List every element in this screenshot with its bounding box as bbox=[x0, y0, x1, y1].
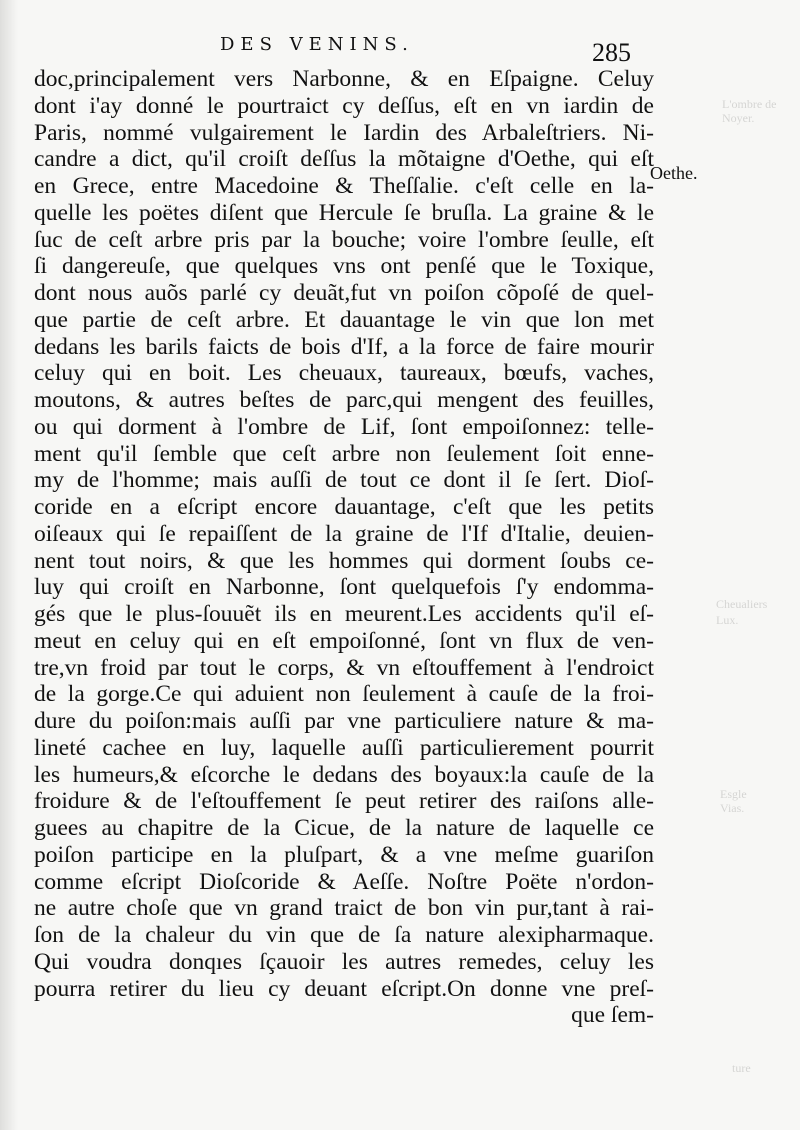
text-line: tre,vn froid par tout le corps, & vn eſtouffement à l'endroict bbox=[34, 654, 654, 681]
text-line: oiſeaux qui ſe repaiſſent de la graine de l'If d'Italie, deuien- bbox=[34, 520, 654, 547]
margin-note-oethe: Oethe. bbox=[650, 163, 698, 183]
text-line: en Grece, entre Macedoine & Theſſalie. c'eſt celle en la- bbox=[34, 173, 654, 199]
text-line: meut en celuy qui en eſt empoiſonné, ſont vn flux de ven- bbox=[34, 627, 654, 654]
show-through-text: L'ombre de bbox=[722, 97, 777, 111]
text-line: nent tout noirs, & que les hommes qui dorment ſoubs ce- bbox=[34, 547, 654, 574]
show-through-text: Lux. bbox=[716, 613, 739, 627]
text-line: dedans les barils faicts de bois d'If, a la force de faire mourir bbox=[34, 333, 654, 360]
text-line: my de l'homme; mais auſſi de tout ce dont il ſe ſert. Dioſ- bbox=[34, 467, 654, 494]
text-line: ſon de la chaleur du vin que de ſa nature alexipharmaque. bbox=[34, 922, 654, 948]
text-line: luy qui croiſt en Narbonne, ſont quelquefois ſ'y endomma- bbox=[34, 574, 654, 601]
text-line: doc,principalement vers Narbonne, & en Eſpaigne. Celuy bbox=[34, 66, 654, 92]
show-through-text: ture bbox=[732, 1061, 751, 1075]
text-line: pourra retirer du lieu cy deuant eſcript.On donne vne preſ- bbox=[34, 975, 654, 1002]
text-line: que partie de ceſt arbre. Et dauantage le vin que lon met bbox=[34, 306, 654, 333]
show-through-text: Vias. bbox=[720, 801, 745, 815]
text-line: quelle les poëtes diſent que Hercule ſe bruſla. La graine & le bbox=[34, 199, 654, 226]
running-title: DES VENINS. bbox=[220, 34, 414, 55]
text-line: dure du poiſon:mais auſſi par vne particuliere nature & ma- bbox=[34, 708, 654, 734]
text-line: coride en a eſcript encore dauantage, c'eſt que les petits bbox=[34, 494, 654, 520]
page-number: 285 bbox=[592, 38, 631, 67]
text-line: que ſem- bbox=[571, 1002, 654, 1029]
text-line: lineté cachee en luy, laquelle auſſi particulierement pourrit bbox=[34, 734, 654, 761]
text-line: les humeurs,& eſcorche le dedans des boyaux:la cauſe de la bbox=[34, 761, 654, 788]
text-line: de la gorge.Ce qui aduient non ſeulement à cauſe de la froi- bbox=[34, 681, 654, 708]
text-line: guees au chapitre de la Cicue, de la nature de laquelle ce bbox=[34, 815, 654, 841]
text-line: Qui voudra donqıes ſçauoir les autres remedes, celuy les bbox=[34, 948, 654, 975]
text-line: froidure & de l'eſtouffement ſe peut retirer des raiſons alle- bbox=[34, 788, 654, 815]
text-line: dont i'ay donné le pourtraict cy deſſus, eſt en vn iardin de bbox=[34, 92, 654, 119]
text-line: comme eſcript Dioſcoride & Aeſſe. Noſtre Poëte n'ordon- bbox=[34, 868, 654, 895]
gutter-shadow bbox=[0, 0, 18, 1130]
text-line: celuy qui en boit. Les cheuaux, taureaux, bœufs, vaches, bbox=[34, 360, 654, 387]
text-line: ou qui dorment à l'ombre de Lif, ſont empoiſonnez: telle- bbox=[34, 413, 654, 440]
show-through-text: Cheualiers bbox=[716, 597, 768, 611]
text-line: candre a dict, qu'il croiſt deſſus la mõtaigne d'Oethe, qui eſt bbox=[34, 146, 654, 173]
text-line: dont nous auõs parlé cy deuãt,fut vn poiſon cõpoſé de quel- bbox=[34, 280, 654, 306]
text-line: ſi dangereuſe, que quelques vns ont penſé que le Toxique, bbox=[34, 253, 654, 280]
show-through-text: Esgle bbox=[720, 787, 747, 801]
text-line: ne autre choſe que vn grand traict de bon vin pur,tant à rai- bbox=[34, 895, 654, 922]
text-line: ment qu'il ſemble que ceſt arbre non ſeulement ſoit enne- bbox=[34, 440, 654, 467]
text-line: moutons, & autres beſtes de parc,qui mengent des feuilles, bbox=[34, 387, 654, 413]
text-line: ſuc de ceſt arbre pris par la bouche; voire l'ombre ſeulle, eſt bbox=[34, 226, 654, 253]
text-line: gés que le plus-ſouuẽt ils en meurent.Les accidents qu'il eſ- bbox=[34, 601, 654, 627]
text-line: poiſon participe en la pluſpart, & a vne meſme guariſon bbox=[34, 841, 654, 868]
show-through-text: Noyer. bbox=[722, 111, 755, 125]
text-line: Paris, nommé vulgairement le Iardin des Arbaleſtriers. Ni- bbox=[34, 119, 654, 146]
body-text bbox=[34, 66, 654, 1029]
